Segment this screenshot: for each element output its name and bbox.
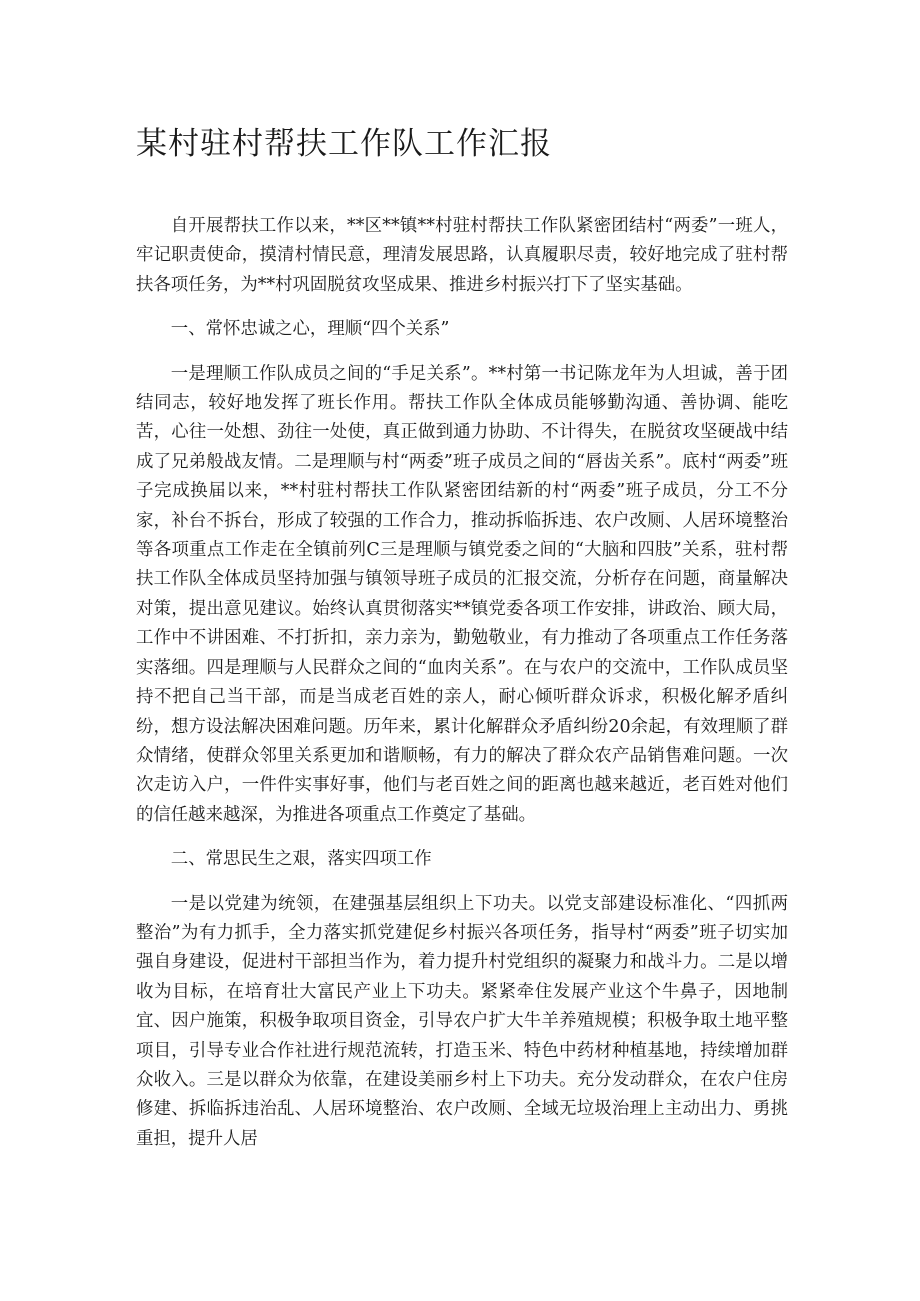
section-2-paragraph: 一是以党建为统领，在建强基层组织上下功夫。以党支部建设标准化、“四抓两整治”为有力抓手，全力落实抓党建促乡村振兴各项任务，指导村“两委”班子切实加强自身建设，促进村干部担当作为，着力提升村党组织的凝聚力和战斗力。二是以增收为目标，在培育壮大富民产业上下功夫。紧紧牵住发展产业这个牛鼻子，因地制宜、因户施策，积极争取项目资金，引导农户扩大牛羊养殖规模；积极争取土地平整项目，引导专业合作社进行规范流转，打造玉米、特色中药材种植基地，持续增加群众收入。三是以群众为依靠，在建设美丽乡村上下功夫。充分发动群众，在农户住房修建、拆临拆违治乱、人居环境整治、农户改厕、全域无垃圾治理上主动出力、勇挑重担，提升人居 <box>136 893 788 1149</box>
document-body <box>136 212 788 1169</box>
intro-paragraph: 自开展帮扶工作以来，**区**镇**村驻村帮扶工作队紧密团结村“两委”一班人，牢记职责使命，摸清村情民意，理清发展思路，认真履职尽责，较好地完成了驻村帮扶各项任务，为**村巩固脱贫攻坚成果、推进乡村振兴打下了坚实基础。 <box>136 216 788 295</box>
section-1-heading: 一、常怀忠诚之心，理顺“四个关系” <box>170 319 450 340</box>
section-2-heading: 二、常思民生之艰，落实四项工作 <box>170 849 432 870</box>
document-title: 某村驻村帮扶工作队工作汇报 <box>136 126 552 162</box>
section-1-paragraph: 一是理顺工作队成员之间的“手足关系”。**村第一书记陈龙年为人坦诚，善于团结同志，较好地发挥了班长作用。帮扶工作队全体成员能够勤沟通、善协调、能吃苦，心往一处想、劲往一处使，真正做到通力协助、不计得失，在脱贫攻坚硬战中结成了兄弟般战友情。二是理顺与村“两委”班子成员之间的“唇齿关系”。底村“两委”班子完成换届以来，**村驻村帮扶工作队紧密团结新的村“两委”班子成员，分工不分家，补台不拆台，形成了较强的工作合力，推动拆临拆违、农户改厕、人居环境整治等各项重点工作走在全镇前列C三是理顺与镇党委之间的“大脑和四肢”关系，驻村帮扶工作队全体成员坚持加强与镇领导班子成员的汇报交流，分析存在问题，商量解决对策，提出意见建议。始终认真贯彻落实**镇党委各项工作安排，讲政治、顾大局，工作中不讲困难、不打折扣，亲力亲为，勤勉敬业，有力推动了各项重点工作任务落实落细。四是理顺与人民群众之间的“血肉关系”。在与农户的交流中，工作队成员坚持不把自己当干部，而是当成老百姓的亲人，耐心倾听群众诉求，积极化解矛盾纠纷，想方设法解决困难问题。历年来，累计化解群众矛盾纠纷20余起，有效理顺了群众情绪，使群众邻里关系更加和谐顺畅，有力的解决了群众农产品销售难问题。一次次走访入户，一件件实事好事，他们与老百姓之间的距离也越来越近，老百姓对他们的信任越来越深，为推进各项重点工作奠定了基础。 <box>136 363 788 825</box>
